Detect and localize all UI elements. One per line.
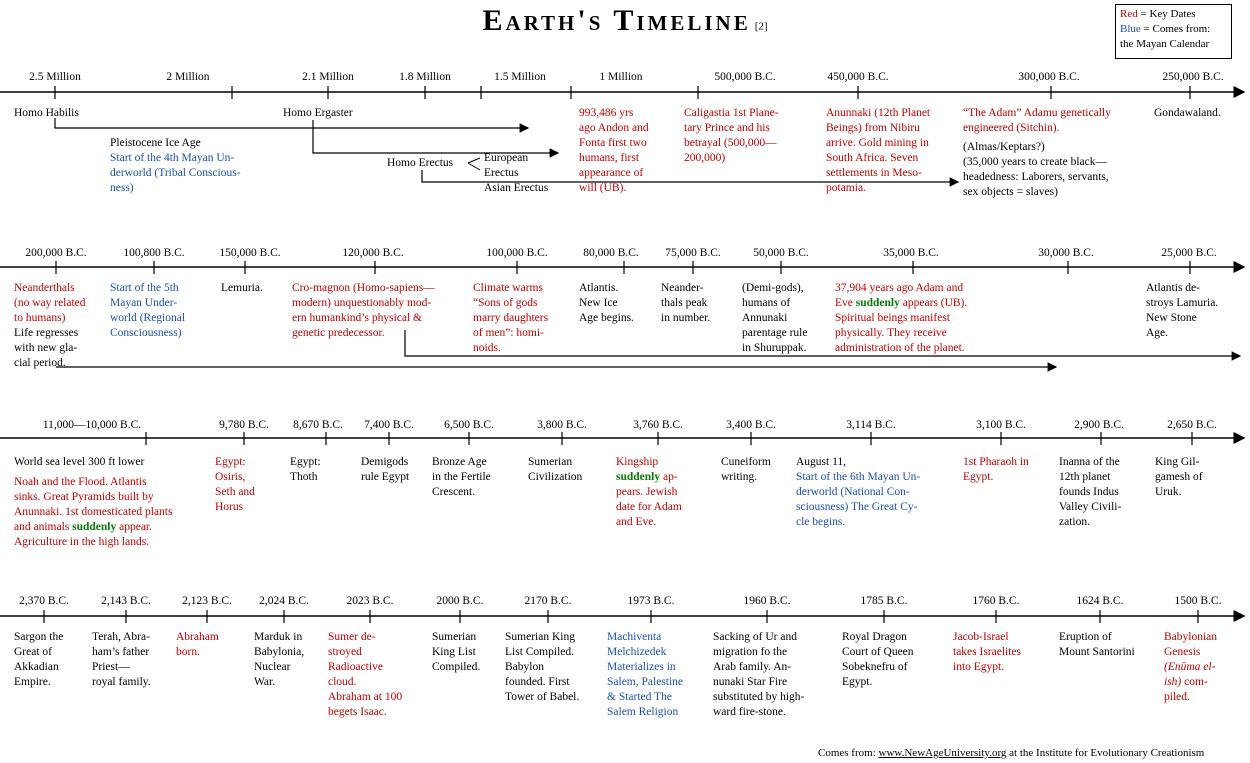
emphasis-word: suddenly [72,521,117,533]
text-line: Terah, Abra- [92,631,150,643]
date-label: 2.5 Million [29,71,81,83]
text-line: Sumerian King [505,631,575,643]
date-label: 3,114 B.C. [846,419,896,431]
date-label: 2,900 B.C. [1074,419,1124,431]
text-line: ward fire-stone. [713,706,786,718]
date-label: 2170 B.C. [524,595,572,607]
event-adam-and-eve [835,281,967,356]
text-line: rule Egypt [361,471,410,483]
text-line: Salem, Palestine [607,676,684,688]
legend-blue-text-2: the Mayan Calendar [1120,38,1210,50]
text-line: Consciousness) [110,327,182,339]
event-homo-erectus: Homo Erectus [387,157,454,169]
event-anunnaki-arrive [826,106,930,196]
footer-suffix: at the Institute for Evolutionary Creationism [1006,747,1205,759]
text-line: 993,486 yrs [579,107,634,119]
text-line: Horus [215,501,244,513]
text-line: & Started The [607,691,672,703]
text-line: begets Isaac. [328,706,387,718]
text-line: Mount Santorini [1059,646,1135,658]
date-label: 80,000 B.C. [583,247,639,259]
text-line: Salem Religion [607,706,679,718]
text-line: betrayal (500,000— [684,137,777,149]
event-cuneiform [721,455,771,485]
event-homo-ergaster: Homo Ergaster [283,107,353,119]
text-line: Atlantis. [579,282,619,294]
event-abraham-born [176,630,219,660]
text-span: Eve [835,297,856,309]
text-line: ago Andon and [579,122,649,134]
text-line: headedness: Laborers, servants, [963,171,1109,183]
text-line: engineered (Sitchin). [963,122,1060,134]
text-line: Eruption of [1059,631,1112,643]
text-line: Valley Civili- [1059,501,1122,513]
text-line: Priest— [92,661,130,673]
text-line: Genesis [1164,646,1201,658]
text-line: Thoth [290,471,318,483]
text-line: King List [432,646,476,658]
text-line: Neander- [661,282,704,294]
source-footer [818,747,1204,759]
title-text: Earth's Timeline [482,4,751,37]
text-line: Seth and [215,486,255,498]
text-line: Anunnaki (12th Planet [826,107,931,119]
text-line: date for Adam [616,501,682,513]
text-line: into Egypt. [953,661,1005,673]
date-label: 3,760 B.C. [633,419,683,431]
text-line: Babylonian [1164,631,1218,643]
text-line: Uruk. [1155,486,1182,498]
date-label: 25,000 B.C. [1161,247,1217,259]
text-line [616,470,682,485]
date-label: 250,000 B.C. [1162,71,1224,83]
text-line: humans, first [579,152,640,164]
date-label: 2.1 Million [302,71,354,83]
text-span: ap- [660,471,678,483]
text-line: Agriculture in the high lands. [14,536,150,548]
text-line: Start of the 6th Mayan Un- [796,471,921,483]
text-line: War. [254,676,276,688]
event-terah [92,630,151,690]
text-line: nunaki Star Fire [713,676,788,688]
text-line: Sargon the [14,631,64,643]
text-line: Sumerian [528,456,573,468]
text-line [1164,675,1217,690]
text-line: sciousness) The Great Cy- [796,501,918,513]
text-line: settlements in Meso- [826,167,922,179]
legend-red-text: = Key Dates [1137,8,1196,20]
date-label: 100,000 B.C. [486,247,548,259]
date-label: 450,000 B.C. [827,71,889,83]
event-sumerian-king-list [432,630,480,675]
text-line: Marduk in [254,631,303,643]
date-label: 2023 B.C. [346,595,394,607]
text-line: New Stone [1146,312,1197,324]
date-label: 150,000 B.C. [219,247,281,259]
event-the-adam [963,106,1111,200]
text-line: Bronze Age [432,456,487,468]
text-line: Noah and the Flood. Atlantis [14,476,147,488]
text-line: in number. [661,312,711,324]
date-label: 35,000 B.C. [883,247,939,259]
text-line: Atlantis de- [1146,282,1200,294]
title-reference: [2] [754,20,768,33]
text-line: 37,904 years ago Adam and [835,282,964,294]
legend-blue-text: = Comes from: [1140,23,1211,35]
event-machiventa [607,630,683,720]
date-label: 3,100 B.C. [976,419,1026,431]
date-label: 2 Million [166,71,210,83]
date-label: 8,670 B.C. [293,419,343,431]
text-line: Babylon [505,661,544,673]
date-label: 300,000 B.C. [1018,71,1080,83]
date-label: 75,000 B.C. [665,247,721,259]
ice-age-text: Pleistocene Ice Age [110,137,201,149]
event-european-erectus [484,151,548,196]
text-line: of men”: homi- [473,327,544,339]
text-line: arrive. Gold mining in [826,137,929,149]
event-kingship [616,455,682,530]
text-line: stroys Lamuria. [1146,297,1219,309]
text-span: appears (UB). [899,297,968,309]
text-line: marry daughters [473,312,549,324]
text-line: King Gil- [1155,456,1200,468]
text-line: migration fo the [713,646,788,658]
text-line: 200,000) [684,152,726,164]
text-line: sinks. Great Pyramids built by [14,491,154,503]
event-ice-age [110,136,241,196]
text-line: Cuneiform [721,456,771,468]
date-label: 200,000 B.C. [25,247,87,259]
text-line: royal family. [92,676,151,688]
text-line: Materializes in [607,661,676,673]
text-line: noids. [473,342,501,354]
date-label: 1624 B.C. [1076,595,1124,607]
text-line: Arab family. An- [713,661,792,673]
event-mayan-6 [796,455,920,530]
date-label: 6,500 B.C. [444,419,494,431]
date-label: 120,000 B.C. [342,247,404,259]
date-label: 30,000 B.C. [1038,247,1094,259]
mayan-4-line: ness) [110,182,134,194]
event-babylon-founded [505,630,579,705]
text-line: stroyed [328,646,362,658]
text-line: Sacking of Ur and [713,631,797,643]
legend-blue-word: Blue [1120,23,1141,35]
text-line: ern humankind’s physical & [292,312,422,324]
date-label: 9,780 B.C. [219,419,269,431]
text-line: and Eve. [616,516,657,528]
text-line: 1st Pharaoh in [963,456,1029,468]
european-erectus-line: European [484,152,529,164]
text-line: Empire. [14,676,51,688]
event-egypt-osiris [215,455,255,515]
text-line: List Compiled. [505,646,574,658]
event-royal-dragon-court [842,630,914,690]
event-neanderthals [14,281,86,371]
event-babylonian-genesis [1164,630,1217,705]
date-label: 2000 B.C. [436,595,484,607]
text-line: Court of Queen [842,646,914,658]
text-line: substituted by high- [713,691,805,703]
text-line: gamesh of [1155,471,1203,483]
text-line: South Africa. Seven [826,152,919,164]
emphasis-word: suddenly [616,471,661,483]
text-line: Sumerian [432,631,477,643]
text-line: Fonta first two [579,137,647,149]
text-line: pears. Jewish [616,486,678,498]
emphasis-word: suddenly [855,297,900,309]
text-line [835,296,967,311]
text-line: August 11, [796,456,847,468]
date-label: 3,400 B.C. [726,419,776,431]
text-span: ish) [1164,676,1182,688]
text-line: born. [176,646,200,658]
text-line: potamia. [826,182,866,194]
text-line: parentage rule [742,327,808,339]
text-line: Cro-magnon (Homo-sapiens— [292,282,435,294]
date-label: 500,000 B.C. [714,71,776,83]
source-link[interactable]: www.NewAgeUniversity.org [878,747,1007,759]
text-line: Great of [14,646,52,658]
text-line: Life regresses [14,327,79,339]
event-noah-flood [14,475,172,550]
text-line: Start of the 5th [110,282,179,294]
event-marduk [254,630,304,690]
text-line: administration of the planet. [835,342,965,354]
text-line: Egypt. [963,471,994,483]
text-line: Neanderthals [14,282,75,294]
date-label: 2,143 B.C. [101,595,151,607]
event-sumer-destroyed [328,630,402,720]
text-line: physically. They receive [835,327,947,339]
text-line: sex objects = slaves) [963,186,1058,198]
text-line: Anunnaki. 1st domesticated plants [14,506,173,518]
date-label: 3,800 B.C. [537,419,587,431]
text-line: Compiled. [432,661,481,673]
text-line: cle begins. [796,516,846,528]
text-line: Climate warms [473,282,543,294]
text-line: Sobeknefru of [842,661,908,673]
event-gilgamesh [1155,455,1203,500]
event-gondawaland: Gondawaland. [1154,107,1221,119]
text-line: founds Indus [1059,486,1119,498]
text-span: appear. [116,521,152,533]
text-line: cloud. [328,676,357,688]
text-line: Spiritual beings manifest [835,312,950,324]
text-line: in the Fertile [432,471,491,483]
text-line: Akkadian [14,661,59,673]
event-mayan-5 [110,281,185,341]
text-line: Abraham [176,631,219,643]
text-span: com- [1181,676,1208,688]
mayan-4-line: derworld (Tribal Conscious- [110,167,241,179]
text-line: (no way related [14,297,86,309]
text-line: writing. [721,471,758,483]
text-line: Machiventa [607,631,662,643]
event-sargon [14,630,63,690]
event-demigods-shuruppak [742,281,807,356]
date-label: 100,800 B.C. [123,247,185,259]
event-egypt-thoth [290,455,321,485]
text-line: humans of [742,297,791,309]
event-first-pharaoh [963,455,1029,485]
date-label: 1960 B.C. [743,595,791,607]
text-line: Beings) from Nibiru [826,122,920,134]
date-label: 11,000—10,000 B.C. [42,419,142,431]
event-andon-fonta [579,106,649,196]
text-line: Tower of Babel. [505,691,580,703]
text-line: Age begins. [579,312,634,324]
text-line: Civilization [528,471,583,483]
text-line: will (UB). [579,182,627,194]
text-line: 12th planet [1059,471,1111,483]
text-line: piled. [1164,691,1190,703]
date-label: 1.5 Million [494,71,546,83]
text-line: to humans) [14,312,66,324]
text-line: “The Adam” Adamu genetically [963,107,1111,119]
text-line: Egypt. [842,676,873,688]
text-line: ham’s father [92,646,150,658]
event-atlantis-destroys-lemuria [1146,281,1218,341]
date-label: 2,123 B.C. [182,595,232,607]
event-atlantis-ice-age [579,281,634,326]
text-line: Mayan Under- [110,297,178,309]
event-santorini [1059,630,1135,660]
text-line: Sumer de- [328,631,376,643]
text-line: (35,000 years to create black— [963,156,1108,168]
text-line [14,520,172,535]
event-climate-warms [473,281,548,356]
text-line: Age. [1146,327,1169,339]
text-line: takes Israelites [953,646,1022,658]
date-label: 2,370 B.C. [19,595,69,607]
date-label: 1760 B.C. [972,595,1020,607]
date-label: 2,024 B.C. [259,595,309,607]
text-line: New Ice [579,297,618,309]
date-label: 1.8 Million [399,71,451,83]
text-line: Egypt: [290,456,321,468]
text-line: Inanna of the [1059,456,1120,468]
event-demigods-rule-egypt [361,455,409,485]
date-label: 2,650 B.C. [1167,419,1217,431]
text-line: tary Prince and his [684,122,770,134]
date-label: 1973 B.C. [627,595,675,607]
mayan-4-line: Start of the 4th Mayan Un- [110,152,235,164]
text-line: Annunaki [742,312,788,324]
date-label: 1785 B.C. [860,595,908,607]
text-line: Radioactive [328,661,383,673]
text-line: cial period. [14,357,66,369]
event-neanderthals-peak [661,281,710,326]
event-sumerian-civilization [528,455,582,485]
text-line: zation. [1059,516,1090,528]
text-line: Kingship [616,456,659,468]
text-line: Jacob-Israel [953,631,1009,643]
text-line: founded. First [505,676,570,688]
european-erectus-line: Erectus [484,167,519,179]
text-line: Nuclear [254,661,291,673]
text-line: (Enūma el- [1164,661,1216,673]
text-line: appearance of [579,167,644,179]
date-label: 50,000 B.C. [753,247,809,259]
text-line: Royal Dragon [842,631,907,643]
date-label: 1 Million [599,71,643,83]
text-line: thals peak [661,297,708,309]
text-line: in Shuruppak. [742,342,807,354]
text-line: derworld (National Con- [796,486,910,498]
text-line: Melchizedek [607,646,667,658]
text-line: Abraham at 100 [328,691,403,703]
text-line: Caligastia 1st Plane- [684,107,779,119]
text-line: world (Regional [110,312,186,324]
text-line: Demigods [361,456,409,468]
text-line: Osiris, [215,471,246,483]
asian-erectus-line: Asian Erectus [484,182,549,194]
date-label: 1500 B.C. [1174,595,1222,607]
text-line: with new gla- [14,342,78,354]
event-inanna [1059,455,1121,530]
event-homo-habilis: Homo Habilis [14,107,79,119]
legend-red-word: Red [1120,8,1138,20]
text-line: Egypt: [215,456,246,468]
text-line: genetic predecessor. [292,327,385,339]
event-bronze-age [432,455,491,500]
text-line: modern) unquestionably mod- [292,297,432,309]
text-line: Babylonia, [254,646,305,658]
text-line: (Almas/Keptars?) [963,141,1045,153]
event-caligastia [684,106,779,166]
event-sacking-of-ur [713,630,804,720]
date-label: 7,400 B.C. [364,419,414,431]
event-jacob-israel [953,630,1021,675]
text-line: (Demi-gods), [742,282,804,294]
text-span: and animals [14,521,73,533]
footer-prefix: Comes from: [818,747,879,759]
text-line: “Sons of gods [473,297,538,309]
event-sea-level: World sea level 300 ft lower [14,456,145,468]
text-line: Crescent. [432,486,476,498]
event-cro-magnon [292,281,435,341]
event-lemuria: Lemuria. [221,282,263,294]
